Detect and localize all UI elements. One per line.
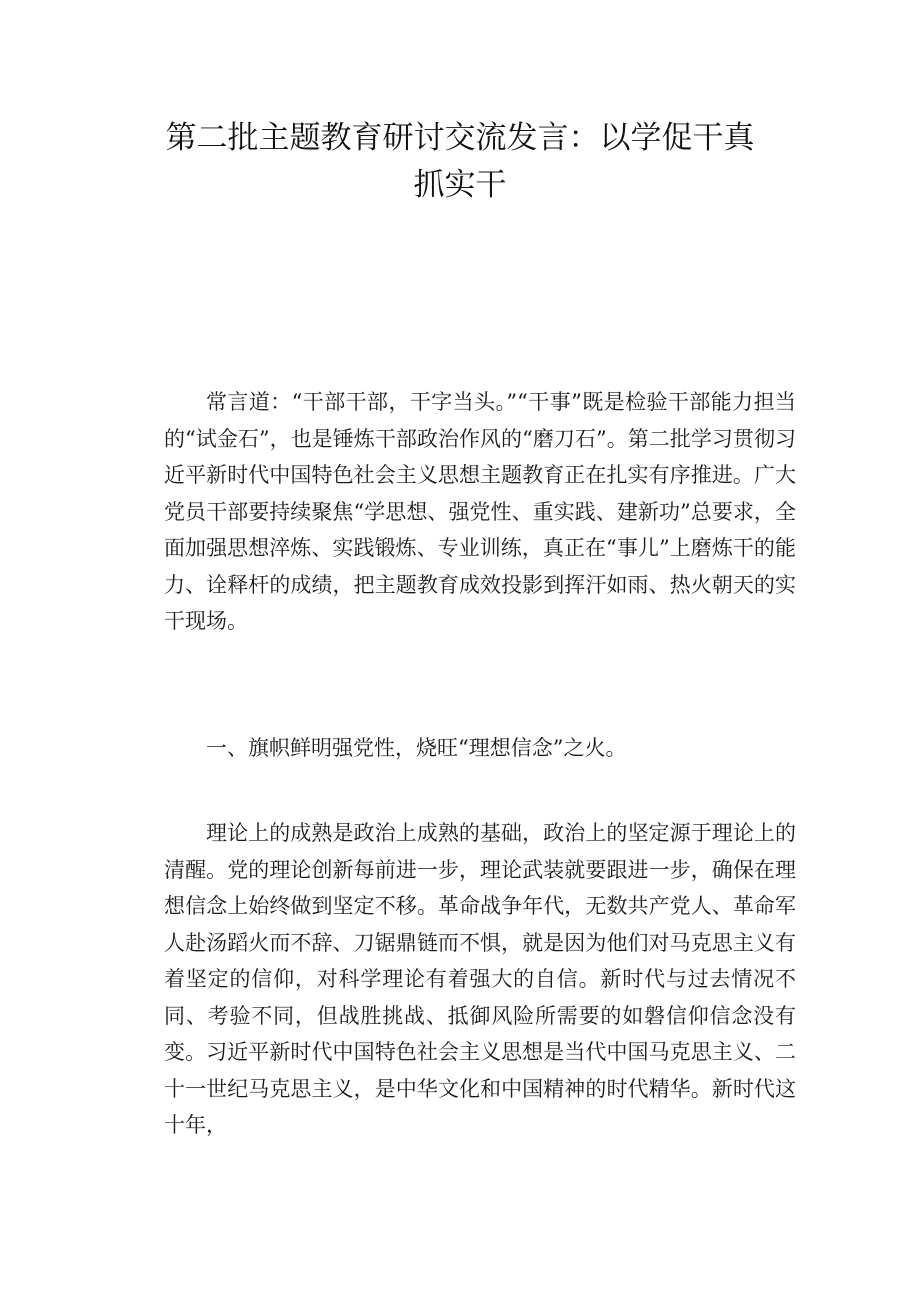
document-title-line-2: 抓实干 bbox=[413, 167, 507, 203]
paragraph-intro: 常言道：“干部干部，干字当头。”“干事”既是检验干部能力担当的“试金石”，也是锤炼干部政治作风的“磨刀石”。第二批学习贯彻习近平新时代中国特色社会主义思想主题教育正在扎实有序推进。广大党员干部要持续聚焦“学思想、强党性、重实践、建新功”总要求，全面加强思想淬炼、实践锻炼、专业训练，真正在“事儿”上磨炼干的能力、诠释杆的成绩，把主题教育成效投影到挥汗如雨、热火朝天的实干现场。 bbox=[164, 390, 796, 633]
document-title-line-1: 第二批主题教育研讨交流发言：以学促干真 bbox=[165, 120, 755, 156]
section-heading-1: 一、旗帜鲜明强党性，烧旺“理想信念”之火。 bbox=[206, 736, 627, 760]
document-title bbox=[140, 115, 780, 209]
paragraph-section-1: 理论上的成熟是政治上成熟的基础，政治上的坚定源于理论上的清醒。党的理论创新每前进一步，理论武装就要跟进一步，确保在理想信念上始终做到坚定不移。革命战争年代，无数共产党人、革命军人赴汤蹈火而不辞、刀锯鼎链而不惧，就是因为他们对马克思主义有着坚定的信仰，对科学理论有着强大的自信。新时代与过去情况不同、考验不同，但战胜挑战、抵御风险所需要的如磐信仰信念没有变。习近平新时代中国特色社会主义思想是当代中国马克思主义、二十一世纪马克思主义，是中华文化和中国精神的时代精华。新时代这十年， bbox=[164, 821, 796, 1137]
